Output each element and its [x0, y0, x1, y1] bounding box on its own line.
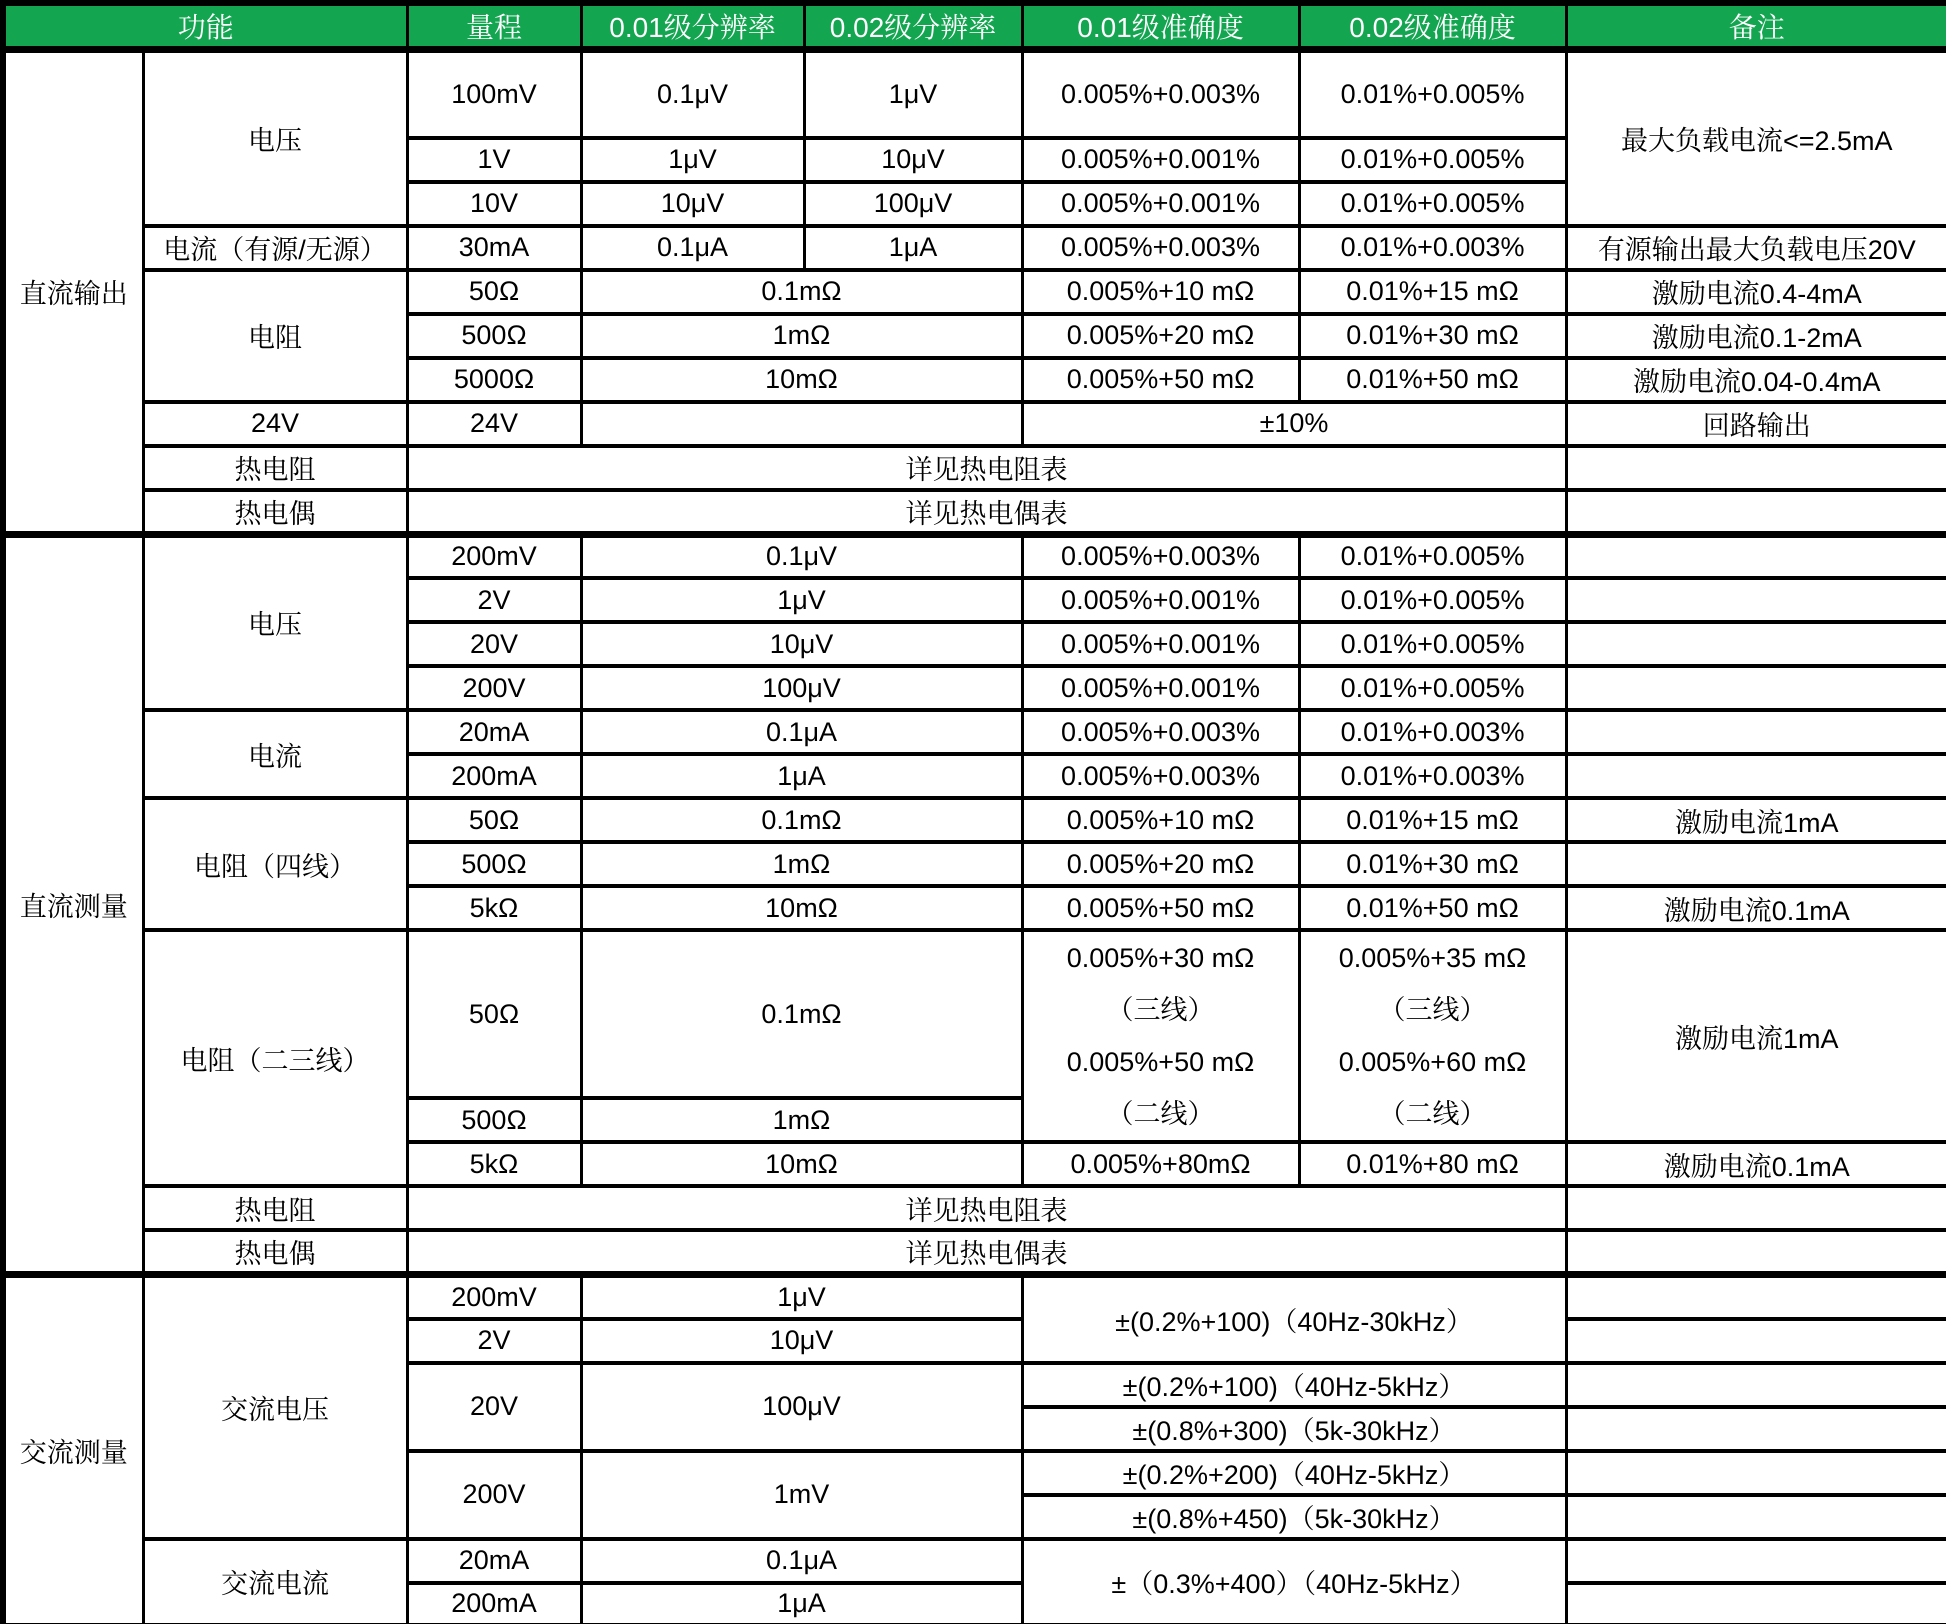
range-cell: 2V: [407, 1319, 581, 1363]
resolution-cell: [581, 402, 1022, 446]
accuracy-cell: 0.005%+50 mΩ: [1022, 886, 1299, 930]
accuracy-cell: 0.01%+30 mΩ: [1299, 842, 1566, 886]
note-cell: [1566, 1539, 1946, 1583]
resolution-cell: 10mΩ: [581, 1142, 1022, 1186]
header-res-002: 0.02级分辨率: [804, 3, 1022, 50]
resolution-cell: 1μV: [804, 50, 1022, 138]
range-cell: 200V: [407, 1451, 581, 1539]
accuracy-cell: 0.01%+0.003%: [1299, 754, 1566, 798]
note-cell: [1566, 1451, 1946, 1495]
accuracy-cell: 0.005%+80mΩ: [1022, 1142, 1299, 1186]
accuracy-cell: 0.005%+10 mΩ: [1022, 798, 1299, 842]
accuracy-line: （三线）: [1106, 995, 1215, 1025]
resolution-cell: 10μV: [581, 1319, 1022, 1363]
section-dc-output: 直流输出: [3, 50, 143, 535]
resolution-cell: 10μV: [804, 138, 1022, 182]
range-cell: 500Ω: [407, 1098, 581, 1142]
accuracy-cell: 0.01%+50 mΩ: [1299, 358, 1566, 402]
table-row: [3, 50, 1946, 138]
range-cell: 200V: [407, 666, 581, 710]
note-cell: 激励电流0.1-2mA: [1566, 314, 1946, 358]
note-cell: [1566, 754, 1946, 798]
accuracy-line: （二线）: [1378, 1099, 1487, 1129]
accuracy-cell: 0.005%+0.001%: [1022, 578, 1299, 622]
table-row: [3, 930, 1946, 1098]
accuracy-cell: 0.005%+0.003%: [1022, 710, 1299, 754]
note-cell: 激励电流0.1mA: [1566, 886, 1946, 930]
accuracy-cell: 0.01%+0.005%: [1299, 622, 1566, 666]
accuracy-cell: ±(0.8%+300)（5k-30kHz）: [1022, 1407, 1566, 1451]
resolution-cell: 10mΩ: [581, 886, 1022, 930]
table-row: [3, 1186, 1946, 1230]
range-cell: 20V: [407, 622, 581, 666]
header-acc-002: 0.02级准确度: [1299, 3, 1566, 50]
range-cell: 50Ω: [407, 798, 581, 842]
note-cell: [1566, 1407, 1946, 1451]
header-function: 功能: [3, 3, 407, 50]
range-cell: 2V: [407, 578, 581, 622]
range-cell: 20V: [407, 1363, 581, 1451]
accuracy-cell: 0.005%+0.003%: [1022, 534, 1299, 578]
range-cell: 200mV: [407, 1275, 581, 1319]
resolution-cell: 1mΩ: [581, 842, 1022, 886]
range-cell: 5kΩ: [407, 886, 581, 930]
note-cell: 激励电流1mA: [1566, 930, 1946, 1142]
range-cell: 24V: [407, 402, 581, 446]
table-row: [3, 1230, 1946, 1275]
resolution-cell: 100μV: [581, 1363, 1022, 1451]
accuracy-cell: 0.01%+0.003%: [1299, 710, 1566, 754]
accuracy-cell: 0.005%+0.003%: [1022, 754, 1299, 798]
resolution-cell: 1mΩ: [581, 1098, 1022, 1142]
accuracy-cell: [1022, 930, 1299, 1142]
resolution-cell: 1μA: [804, 226, 1022, 270]
note-cell: [1566, 1363, 1946, 1407]
resolution-cell: 0.1mΩ: [581, 270, 1022, 314]
header-row: [3, 3, 1946, 50]
note-cell: 激励电流0.04-0.4mA: [1566, 358, 1946, 402]
accuracy-cell: 0.01%+15 mΩ: [1299, 270, 1566, 314]
resolution-cell: 1mV: [581, 1451, 1022, 1539]
row-label-tc: 热电偶: [143, 490, 407, 535]
note-cell: [1566, 1230, 1946, 1275]
accuracy-cell: 0.01%+0.005%: [1299, 666, 1566, 710]
table-row: [3, 534, 1946, 578]
resolution-cell: 1μV: [581, 138, 804, 182]
accuracy-cell: 0.01%+0.005%: [1299, 50, 1566, 138]
accuracy-line: 0.005%+30 mΩ: [1066, 943, 1255, 973]
accuracy-cell: ±10%: [1022, 402, 1566, 446]
note-cell: [1566, 490, 1946, 535]
note-cell: 最大负载电流<=2.5mA: [1566, 50, 1946, 226]
accuracy-cell: 0.01%+0.003%: [1299, 226, 1566, 270]
resolution-cell: 0.1mΩ: [581, 930, 1022, 1098]
accuracy-cell: ±（0.3%+400）（40Hz-5kHz）: [1022, 1539, 1566, 1624]
table-row: [3, 490, 1946, 535]
accuracy-cell: [1299, 930, 1566, 1142]
range-cell: 1V: [407, 138, 581, 182]
group-resistance: 电阻: [143, 270, 407, 402]
accuracy-cell: 0.005%+10 mΩ: [1022, 270, 1299, 314]
section-ac-measure: 交流测量: [3, 1275, 143, 1624]
group-ac-current: 交流电流: [143, 1539, 407, 1624]
accuracy-cell: 0.01%+30 mΩ: [1299, 314, 1566, 358]
note-cell: 激励电流1mA: [1566, 798, 1946, 842]
note-cell: 激励电流0.1mA: [1566, 1142, 1946, 1186]
section-dc-measure: 直流测量: [3, 534, 143, 1275]
range-cell: 500Ω: [407, 842, 581, 886]
table-row: [3, 402, 1946, 446]
resolution-cell: 10μV: [581, 182, 804, 226]
header-note: 备注: [1566, 3, 1946, 50]
resolution-cell: 0.1μV: [581, 534, 1022, 578]
accuracy-cell: 0.005%+0.001%: [1022, 666, 1299, 710]
resolution-cell: 100μV: [581, 666, 1022, 710]
range-cell: 100mV: [407, 50, 581, 138]
accuracy-cell: 0.005%+20 mΩ: [1022, 842, 1299, 886]
accuracy-cell: ±(0.2%+200)（40Hz-5kHz）: [1022, 1451, 1566, 1495]
table-row: [3, 798, 1946, 842]
reference-cell: 详见热电偶表: [407, 1230, 1566, 1275]
group-res-4wire: 电阻（四线）: [143, 798, 407, 930]
range-cell: 200mV: [407, 534, 581, 578]
resolution-cell: 1mΩ: [581, 314, 1022, 358]
note-cell: [1566, 1319, 1946, 1363]
range-cell: 20mA: [407, 1539, 581, 1583]
range-cell: 5kΩ: [407, 1142, 581, 1186]
range-cell: 50Ω: [407, 930, 581, 1098]
note-cell: [1566, 1583, 1946, 1624]
note-cell: [1566, 534, 1946, 578]
reference-cell: 详见热电偶表: [407, 490, 1566, 535]
table-row: [3, 1275, 1946, 1319]
note-cell: [1566, 1275, 1946, 1319]
range-cell: 200mA: [407, 1583, 581, 1624]
range-cell: 10V: [407, 182, 581, 226]
accuracy-cell: 0.005%+0.003%: [1022, 50, 1299, 138]
resolution-cell: 1μV: [581, 1275, 1022, 1319]
accuracy-cell: 0.005%+20 mΩ: [1022, 314, 1299, 358]
reference-cell: 详见热电阻表: [407, 446, 1566, 490]
row-label-rtd: 热电阻: [143, 1186, 407, 1230]
note-cell: [1566, 622, 1946, 666]
note-cell: [1566, 1186, 1946, 1230]
accuracy-line: （二线）: [1106, 1099, 1215, 1129]
resolution-cell: 0.1μA: [581, 710, 1022, 754]
group-current: 电流: [143, 710, 407, 798]
accuracy-line: 0.005%+35 mΩ: [1338, 943, 1527, 973]
note-cell: 有源输出最大负载电压20V: [1566, 226, 1946, 270]
range-cell: 500Ω: [407, 314, 581, 358]
accuracy-cell: 0.005%+0.001%: [1022, 622, 1299, 666]
accuracy-cell: ±(0.2%+100)（40Hz-5kHz）: [1022, 1363, 1566, 1407]
reference-cell: 详见热电阻表: [407, 1186, 1566, 1230]
group-voltage: 电压: [143, 50, 407, 226]
table-row: [3, 710, 1946, 754]
note-cell: 激励电流0.4-4mA: [1566, 270, 1946, 314]
resolution-cell: 0.1μV: [581, 50, 804, 138]
resolution-cell: 0.1μA: [581, 226, 804, 270]
accuracy-cell: 0.01%+0.005%: [1299, 182, 1566, 226]
note-cell: 回路输出: [1566, 402, 1946, 446]
range-cell: 5000Ω: [407, 358, 581, 402]
group-voltage: 电压: [143, 534, 407, 710]
header-res-001: 0.01级分辨率: [581, 3, 804, 50]
accuracy-cell: 0.005%+50 mΩ: [1022, 358, 1299, 402]
note-cell: [1566, 666, 1946, 710]
note-cell: [1566, 446, 1946, 490]
group-current: 电流（有源/无源）: [143, 226, 407, 270]
header-acc-001: 0.01级准确度: [1022, 3, 1299, 50]
table-row: [3, 1539, 1946, 1583]
accuracy-cell: 0.005%+0.003%: [1022, 226, 1299, 270]
accuracy-cell: 0.005%+0.001%: [1022, 182, 1299, 226]
resolution-cell: 10mΩ: [581, 358, 1022, 402]
range-cell: 20mA: [407, 710, 581, 754]
resolution-cell: 1μA: [581, 754, 1022, 798]
row-label-rtd: 热电阻: [143, 446, 407, 490]
table-row: [3, 446, 1946, 490]
resolution-cell: 1μV: [581, 578, 1022, 622]
accuracy-cell: 0.01%+50 mΩ: [1299, 886, 1566, 930]
accuracy-cell: 0.01%+0.005%: [1299, 138, 1566, 182]
accuracy-cell: ±(0.2%+100)（40Hz-30kHz）: [1022, 1275, 1566, 1363]
resolution-cell: 100μV: [804, 182, 1022, 226]
note-cell: [1566, 710, 1946, 754]
accuracy-line: 0.005%+50 mΩ: [1066, 1047, 1255, 1077]
resolution-cell: 0.1μA: [581, 1539, 1022, 1583]
note-cell: [1566, 1495, 1946, 1539]
resolution-cell: 0.1mΩ: [581, 798, 1022, 842]
accuracy-cell: 0.01%+0.005%: [1299, 534, 1566, 578]
accuracy-cell: 0.01%+15 mΩ: [1299, 798, 1566, 842]
accuracy-cell: 0.01%+80 mΩ: [1299, 1142, 1566, 1186]
accuracy-cell: ±(0.8%+450)（5k-30kHz）: [1022, 1495, 1566, 1539]
resolution-cell: 1μA: [581, 1583, 1022, 1624]
resolution-cell: 10μV: [581, 622, 1022, 666]
table-row: [3, 226, 1946, 270]
accuracy-cell: 0.005%+0.001%: [1022, 138, 1299, 182]
range-cell: 50Ω: [407, 270, 581, 314]
table-row: [3, 270, 1946, 314]
accuracy-line: （三线）: [1378, 995, 1487, 1025]
accuracy-cell: 0.01%+0.005%: [1299, 578, 1566, 622]
group-res-23wire: 电阻（二三线）: [143, 930, 407, 1186]
row-label-tc: 热电偶: [143, 1230, 407, 1275]
note-cell: [1566, 578, 1946, 622]
header-range: 量程: [407, 3, 581, 50]
range-cell: 200mA: [407, 754, 581, 798]
group-ac-voltage: 交流电压: [143, 1275, 407, 1539]
accuracy-line: 0.005%+60 mΩ: [1338, 1047, 1527, 1077]
range-cell: 30mA: [407, 226, 581, 270]
row-label-24v: 24V: [143, 402, 407, 446]
note-cell: [1566, 842, 1946, 886]
